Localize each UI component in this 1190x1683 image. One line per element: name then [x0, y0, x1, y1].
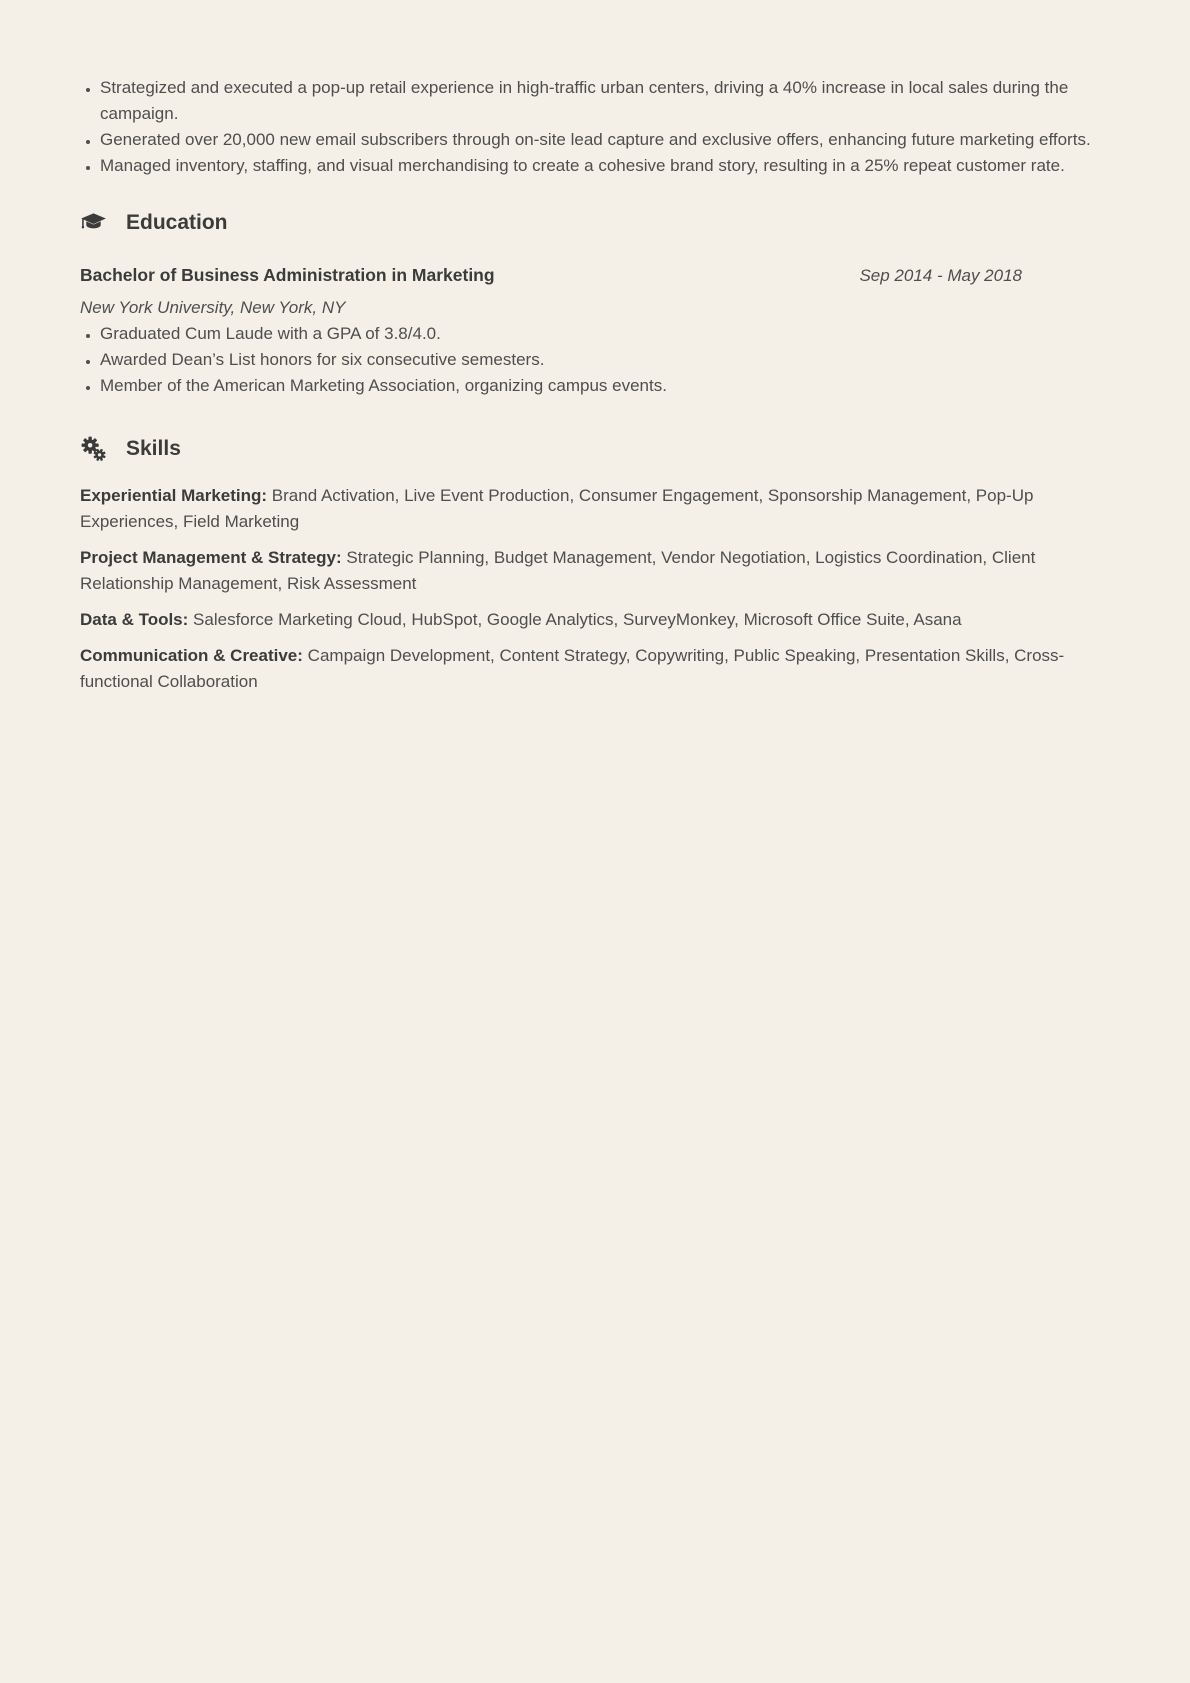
gears-icon	[80, 436, 107, 463]
education-bullet: • Graduated Cum Laude with a GPA of 3.8/4.0.	[100, 321, 1108, 347]
education-bullet: • Awarded Dean’s List honors for six consecutive semesters.	[100, 347, 1108, 373]
experience-bullet: • Generated over 20,000 new email subscribers through on-site lead capture and exclusive offers, enhancing future marketing efforts.	[100, 127, 1108, 153]
skill-category-label: Experiential Marketing:	[80, 486, 268, 505]
skill-category-items: Brand Activation, Live Event Production, Consumer Engagement, Sponsorship Management, Pop-Up Experiences, Field Marketing	[80, 486, 1034, 531]
skill-category-label: Project Management & Strategy:	[80, 548, 342, 567]
degree-title: Bachelor of Business Administration in Marketing	[80, 265, 495, 285]
skills-body	[80, 483, 1108, 695]
education-dates: Sep 2014 - May 2018	[859, 266, 1022, 285]
skill-category	[80, 607, 1108, 633]
education-section-heading	[80, 209, 1108, 237]
skill-category-label: Communication & Creative:	[80, 646, 303, 665]
skill-category-items: Strategic Planning, Budget Management, Vendor Negotiation, Logistics Coordination, Client Relationship Management, Risk Assessment	[80, 548, 1036, 593]
skills-section-heading	[80, 435, 1108, 463]
skill-category	[80, 483, 1108, 535]
skill-category-label: Data & Tools:	[80, 610, 189, 629]
education-bullet-list	[80, 321, 1108, 399]
skill-category	[80, 545, 1108, 597]
school-name: New York University, New York, NY	[80, 298, 346, 317]
education-bullet: • Member of the American Marketing Association, organizing campus events.	[100, 373, 1108, 399]
skill-category	[80, 643, 1108, 695]
education-heading-label: Education	[126, 211, 228, 234]
education-entry-header	[80, 262, 1108, 289]
experience-bullet: • Strategized and executed a pop-up retail experience in high-traffic urban centers, driving a 40% increase in local sales during the campaign.	[100, 75, 1108, 127]
experience-bullet-list	[80, 75, 1108, 179]
skills-heading-label: Skills	[126, 437, 181, 460]
graduation-cap-icon	[80, 210, 107, 237]
experience-bullet: • Managed inventory, staffing, and visual merchandising to create a cohesive brand story, resulting in a 25% repeat customer rate.	[100, 153, 1108, 179]
skill-category-items: Campaign Development, Content Strategy, Copywriting, Public Speaking, Presentation Skills, Cross-functional Collaboration	[80, 646, 1065, 691]
skill-category-items: Salesforce Marketing Cloud, HubSpot, Google Analytics, SurveyMonkey, Microsoft Office Suite, Asana	[193, 610, 962, 629]
